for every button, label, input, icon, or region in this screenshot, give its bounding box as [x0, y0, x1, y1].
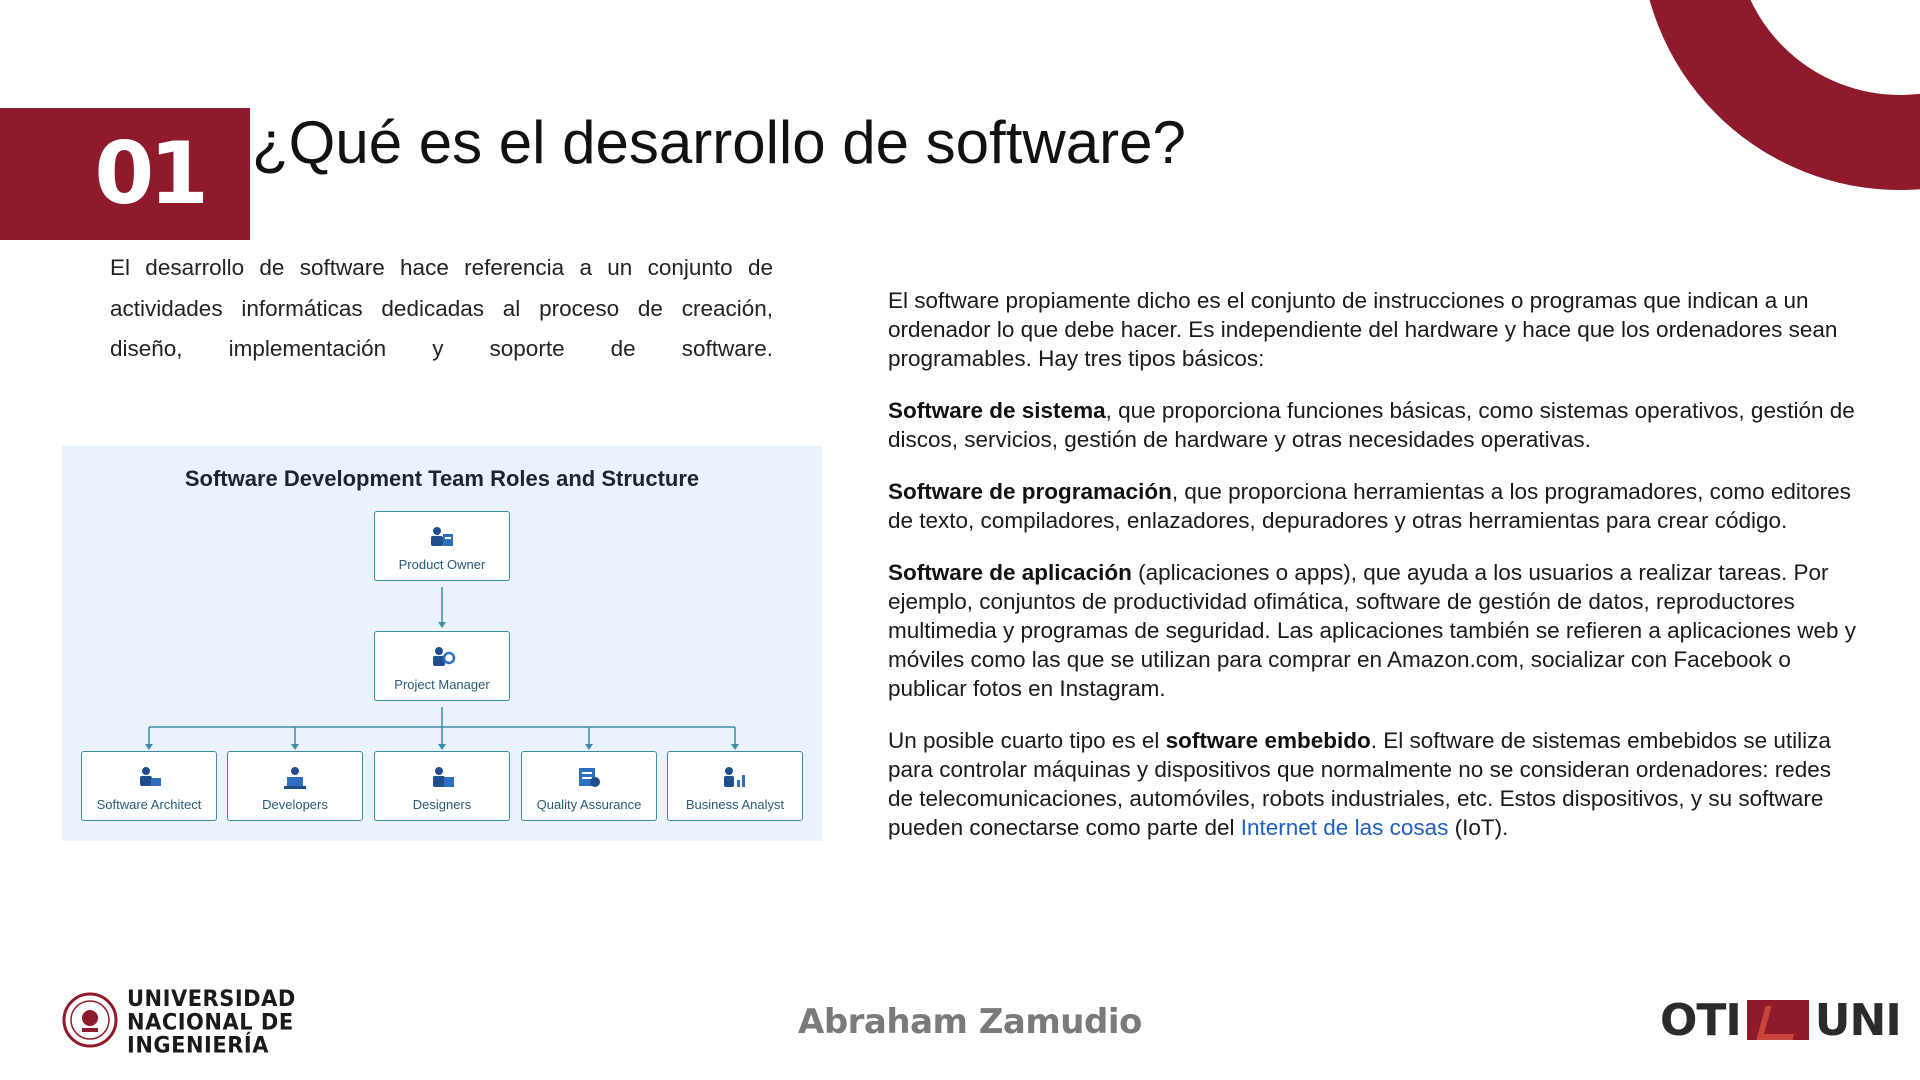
diagram-title: Software Development Team Roles and Structure: [184, 466, 700, 491]
paragraph-text: (aplicaciones o apps), que ayuda a los usuarios a realizar tareas. Por ejemplo, conjuntos de productividad ofimática, software de gestión de datos, reproductores multimedia y programas de seguridad. Las aplicaciones también se refieren a aplicaciones web y móviles como las que se utilizan para comprar en Amazon.com, socializar con Facebook o publicar fotos en Instagram.: [888, 560, 1857, 701]
role-box-quality-assurance: [521, 751, 657, 821]
paragraph-application-software: [888, 558, 1860, 703]
role-label: Developers: [262, 797, 328, 812]
term-application-software: Software de aplicación: [888, 560, 1132, 585]
developers-icon: [281, 765, 309, 791]
role-box-project-manager: [374, 631, 510, 701]
term-embedded-software: software embebido: [1165, 728, 1371, 753]
intro-paragraph: El desarrollo de software hace referencia a un conjunto de actividades informáticas dedicadas al proceso de creación, diseño, implementación y soporte de software.: [110, 255, 773, 361]
paragraph-embedded-software: [888, 726, 1860, 842]
slide-title: ¿Qué es el desarrollo de software?: [252, 109, 1186, 176]
team-structure-diagram: [62, 446, 822, 841]
body-text-column: [888, 286, 1860, 865]
iot-link[interactable]: Internet de las cosas: [1240, 815, 1449, 840]
paragraph-system-software: [888, 396, 1860, 454]
role-label: Project Manager: [394, 677, 490, 692]
role-box-product-owner: [374, 511, 510, 581]
section-number: 01: [94, 124, 204, 224]
university-name: [127, 987, 296, 1056]
university-seal-logo: [62, 986, 118, 1054]
brand-right-text: UNI: [1814, 994, 1901, 1046]
paragraph-text: . El software de sistemas embebidos se utiliza para controlar máquinas y dispositivos que normalmente no se consideran ordenadores: redes de telecomunicaciones, automóviles, robots industriales, etc. Estos dispositivos, y su software pueden conectarse como parte del: [888, 728, 1832, 840]
author-name: Abraham Zamudio: [798, 1002, 1142, 1042]
role-label: Quality Assurance: [536, 797, 642, 812]
brand-left-text: OTI: [1660, 994, 1741, 1046]
quality-assurance-icon: [575, 765, 603, 791]
university-name-line: UNIVERSIDAD: [127, 986, 296, 1012]
role-label: Designers: [412, 797, 472, 812]
university-name-line: NACIONAL DE: [127, 1009, 294, 1035]
term-system-software: Software de sistema: [888, 398, 1106, 423]
paragraph-text: Un posible cuarto tipo es el: [888, 728, 1166, 753]
paragraph-text: , que proporciona funciones básicas, como sistemas operativos, gestión de discos, servicios, gestión de hardware y otras necesidades operativas.: [888, 398, 1855, 452]
decorative-corner-arc: [1640, 0, 1920, 190]
role-box-software-architect: [81, 751, 217, 821]
term-programming-software: Software de programación: [888, 479, 1172, 504]
role-label: Software Architect: [96, 797, 202, 812]
paragraph-definition: El software propiamente dicho es el conjunto de instrucciones o programas que indican a un ordenador lo que debe hacer. Es independiente del hardware y hace que los ordenadores sean programables. Hay tres tipos básicos:: [888, 288, 1838, 371]
role-box-designers: [374, 751, 510, 821]
role-box-business-analyst: [667, 751, 803, 821]
designers-icon: [428, 765, 456, 791]
software-architect-icon: [135, 765, 163, 791]
paragraph-text: (IoT).: [1448, 815, 1509, 840]
university-name-line: INGENIERÍA: [127, 1032, 269, 1058]
role-label: Product Owner: [398, 557, 486, 572]
role-box-developers: [227, 751, 363, 821]
project-manager-icon: [428, 645, 456, 671]
section-number-block: [0, 108, 250, 240]
role-label: Business Analyst: [685, 797, 785, 812]
oti-uni-logo: [1660, 996, 1901, 1044]
paragraph-programming-software: [888, 477, 1860, 535]
business-analyst-icon: [721, 765, 749, 791]
product-owner-icon: [428, 525, 456, 551]
paragraph-text: , que proporciona herramientas a los programadores, como editores de texto, compiladores, enlazadores, depuradores y otras herramientas para crear código.: [888, 479, 1851, 533]
brand-mark-icon: [1747, 1000, 1809, 1040]
